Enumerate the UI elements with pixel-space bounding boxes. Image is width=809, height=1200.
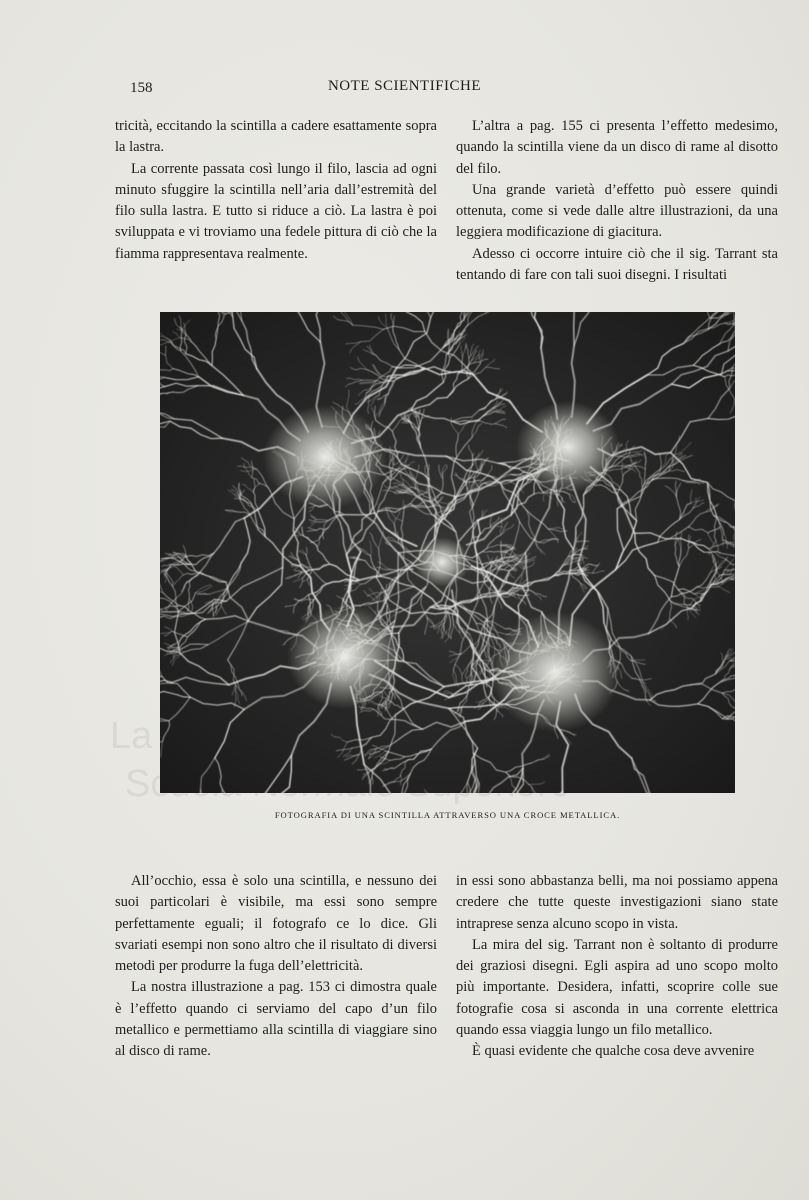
text-column-top-left [115, 116, 437, 265]
paragraph: La corrente passata così lungo il filo, lascia ad ogni minuto sfuggire la scintilla nell’aria dall’estremità del filo sulla lastra. E tutto si riduce a ciò. La lastra è poi sviluppata e vi troviamo una fedele pittura di ciò che la fiamma rappresentava realmente. [115, 160, 437, 262]
paragraph: Adesso ci occorre intuire ciò che il sig. Tarrant sta tentando di fare con tali suoi disegni. I risultati [456, 245, 778, 284]
paragraph: Una grande varietà d’effetto può essere quindi ottenuta, come si vede dalle altre illustrazioni, da una leggiera modificazione di giacitura. [456, 181, 778, 241]
figure-caption: FOTOGRAFIA DI UNA SCINTILLA ATTRAVERSO UNA CROCE METALLICA. [274, 810, 621, 820]
paragraph: L’altra a pag. 155 ci presenta l’effetto medesimo, quando la scintilla viene da un disco di rame al disotto del filo. [456, 118, 778, 177]
paragraph: La mira del sig. Tarrant non è soltanto di produrre dei graziosi disegni. Egli aspira ad uno scopo molto più importante. Desidera, infatti, scoprire colle sue fotografie cosa si asconda in una corrente elettrica quando essa viaggia lungo un filo metallico. [456, 936, 778, 1039]
running-title: NOTE SCIENTIFICHE [327, 78, 482, 94]
lichtenberg-figure [160, 312, 735, 793]
page-number: 158 [130, 80, 153, 96]
text-column-top-right [456, 116, 778, 286]
spark-photograph [160, 312, 735, 793]
paragraph: All’occhio, essa è solo una scintilla, e nessuno dei suoi particolari è visibile, ma essi sono sempre perfettamente eguali; il fotografo ce lo dice. Gli svariati esempi non sono altro che il risultato di diversi metodi per produrre la fuga dell’elettricità. [115, 873, 437, 975]
paragraph: tricità, eccitando la scintilla a cadere esattamente sopra la lastra. [115, 118, 437, 156]
paragraph: in essi sono abbastanza belli, ma noi possiamo appena credere che tutte queste investigazioni siano state intraprese senza alcuno scopo in vista. [456, 873, 778, 932]
paragraph: È quasi evidente che qualche cosa deve avvenire [472, 1043, 755, 1060]
paragraph: La nostra illustrazione a pag. 153 ci dimostra quale è l’effetto quando ci serviamo del capo d’un filo metallico e permettiamo alla scintilla di viaggiare sino al disco di rame. [115, 979, 437, 1060]
text-column-bottom-left [115, 871, 437, 1063]
library-watermark: La [110, 715, 153, 757]
text-column-bottom-right [456, 871, 778, 1063]
